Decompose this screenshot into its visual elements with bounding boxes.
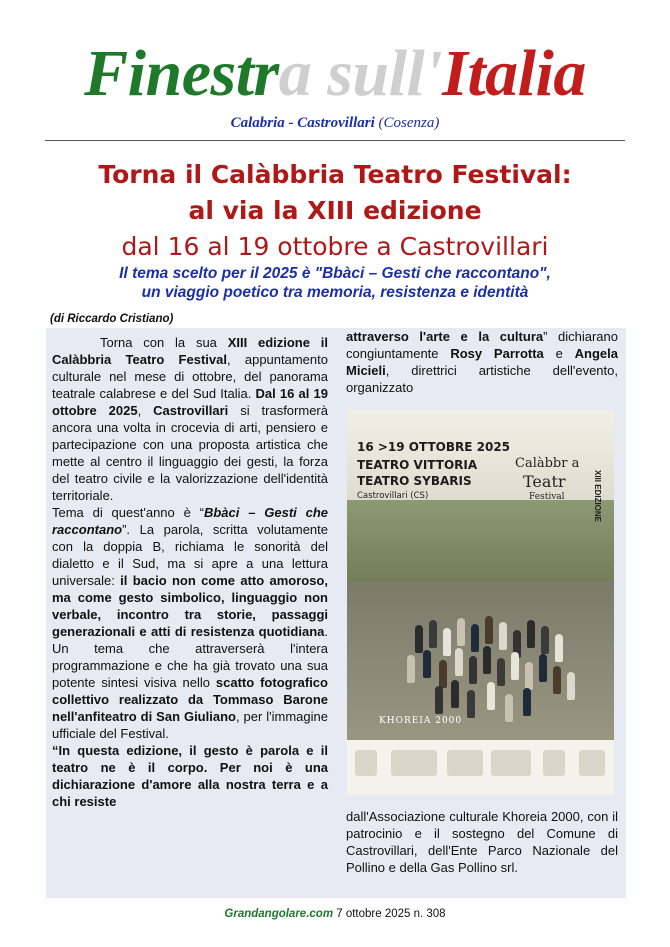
- group-photo-person: [423, 650, 431, 678]
- masthead-title: [0, 38, 670, 110]
- group-photo-person: [541, 626, 549, 654]
- headline-line-3: dal 16 al 19 ottobre a Castrovillari: [121, 232, 549, 261]
- footer-issue: 7 ottobre 2025 n. 308: [333, 908, 446, 920]
- group-photo-person: [553, 666, 561, 694]
- poster-venue-2: TEATRO SYBARIS: [357, 474, 472, 488]
- group-photo-person: [485, 616, 493, 644]
- footer-site: Grandangolare.com: [224, 908, 334, 920]
- poster-edition: XIII EDIZIONE: [593, 470, 602, 523]
- article-right-column-top: [346, 328, 618, 396]
- masthead-subtitle: [0, 115, 670, 132]
- subheadline-line-1: Il tema scelto per il 2025 è "Bbàci – Gesti che raccontano",: [119, 265, 551, 282]
- poster-sponsor-strip: [347, 740, 614, 795]
- group-photo-person: [443, 628, 451, 656]
- group-photo-person: [471, 624, 479, 652]
- article-right-column-bottom: [346, 808, 618, 876]
- masthead-part-3: Italia: [442, 37, 586, 110]
- poster-hills: [347, 500, 614, 590]
- logo-line-1: Calàbbr a: [515, 456, 580, 471]
- masthead-part-2: a sull': [278, 37, 443, 110]
- article-paragraph-2: Tema di quest'anno è “Bbàci – Gesti che raccontano”. La parola, scritta volutamente con la doppia B, richiama le sonorità del dialetto e il Sud, ma si apre a una lettura universale: il bacio non come atto amoroso, ma come gesto simbolico, linguaggio non verbale, incontro tra storie, passaggi generazionali e atti di resistenza quotidiana. Un tema che attraverserà l'intera programmazione e che ha già trovato una sua potente sintesi visiva nello scatto fotografico collettivo realizzato da Tommaso Barone nell'anfiteatro di San Giuliano, per l'immagine ufficiale del Festival.: [52, 505, 328, 741]
- festival-logo: [515, 448, 585, 508]
- poster-city: Castrovillari (CS): [357, 491, 429, 501]
- masthead-part-1: Finestr: [84, 37, 279, 110]
- logo-line-2: Teatr: [523, 472, 566, 491]
- group-photo-person: [429, 620, 437, 648]
- group-photo-person: [467, 690, 475, 718]
- group-photo-person: [439, 660, 447, 688]
- article-paragraph-3-continued: attraverso l'arte e la cultura” dichiarano congiuntamente Rosy Parrotta e Angela Micieli, direttrici artistiche dell'evento, organizzato: [346, 329, 618, 395]
- gas-pollino-logo-icon: [491, 750, 531, 776]
- subheadline-line-2: un viaggio poetico tra memoria, resistenza e identità: [141, 284, 529, 301]
- poster-venue-1: TEATRO VITTORIA: [357, 458, 478, 472]
- byline: (di Riccardo Cristiano): [50, 313, 174, 325]
- group-photo-person: [451, 680, 459, 708]
- comune-crest-icon: [355, 750, 377, 776]
- group-photo-person: [457, 618, 465, 646]
- article-paragraph-4: dall'Associazione culturale Khoreia 2000, con il patrocinio e il sostegno del Comune di Castrovillari, dell'Ente Parco Nazionale del Pollino e della Gas Pollino srl.: [346, 809, 618, 875]
- subtitle-province: (Cosenza): [378, 115, 440, 131]
- page-footer: [0, 908, 670, 920]
- group-photo-person: [539, 654, 547, 682]
- poster-dates: 16 >19 OTTOBRE 2025: [357, 440, 511, 454]
- group-photo-person: [455, 648, 463, 676]
- castrovillari-logo-icon: [391, 750, 437, 776]
- group-photo-person: [497, 658, 505, 686]
- group-photo-person: [511, 652, 519, 680]
- headline-line-2: al via la XIII edizione: [188, 196, 482, 225]
- association-logo-icon: [543, 750, 565, 776]
- group-photo-person: [525, 662, 533, 690]
- headline-line-1: Torna il Calàbbria Teatro Festival:: [98, 160, 572, 189]
- header-divider: [45, 140, 625, 141]
- group-photo-person: [505, 694, 513, 722]
- group-photo-person: [483, 646, 491, 674]
- group-photo-person: [523, 688, 531, 716]
- group-photo-person: [435, 686, 443, 714]
- gear-logo-icon: [579, 750, 605, 776]
- group-photo-person: [527, 620, 535, 648]
- logo-line-3: Festival: [529, 492, 565, 502]
- article-left-column: [52, 334, 328, 810]
- subtitle-place: Calabria - Castrovillari: [230, 115, 375, 131]
- article-paragraph-1: Torna con la sua XIII edizione il Calàbbria Teatro Festival, appuntamento culturale nel mese di ottobre, del panorama teatrale calabrese e del Sud Italia. Dal 16 al 19 ottobre 2025, Castrovillari si trasformerà ancora una volta in crocevia di arti, pensiero e partecipazione con una proposta artistica che mette al centro il linguaggio dei gesti, la forza del teatro civile e la valorizzazione dell'identità territoriale.: [52, 335, 329, 503]
- group-photo-person: [555, 634, 563, 662]
- group-photo-person: [499, 622, 507, 650]
- group-photo-person: [567, 672, 575, 700]
- group-photo-person: [469, 656, 477, 684]
- group-photo-person: [407, 655, 415, 683]
- group-photo-person: [415, 625, 423, 653]
- poster-organizer-logo: KHOREIA 2000: [379, 716, 463, 726]
- article-paragraph-3: “In questa edizione, il gesto è parola e il teatro ne è il corpo. Per noi è una dichiarazione d'amore alla nostra terra e a chi resiste: [52, 743, 328, 809]
- group-photo-person: [487, 682, 495, 710]
- pollino-park-logo-icon: [447, 750, 483, 776]
- festival-poster: [347, 410, 614, 795]
